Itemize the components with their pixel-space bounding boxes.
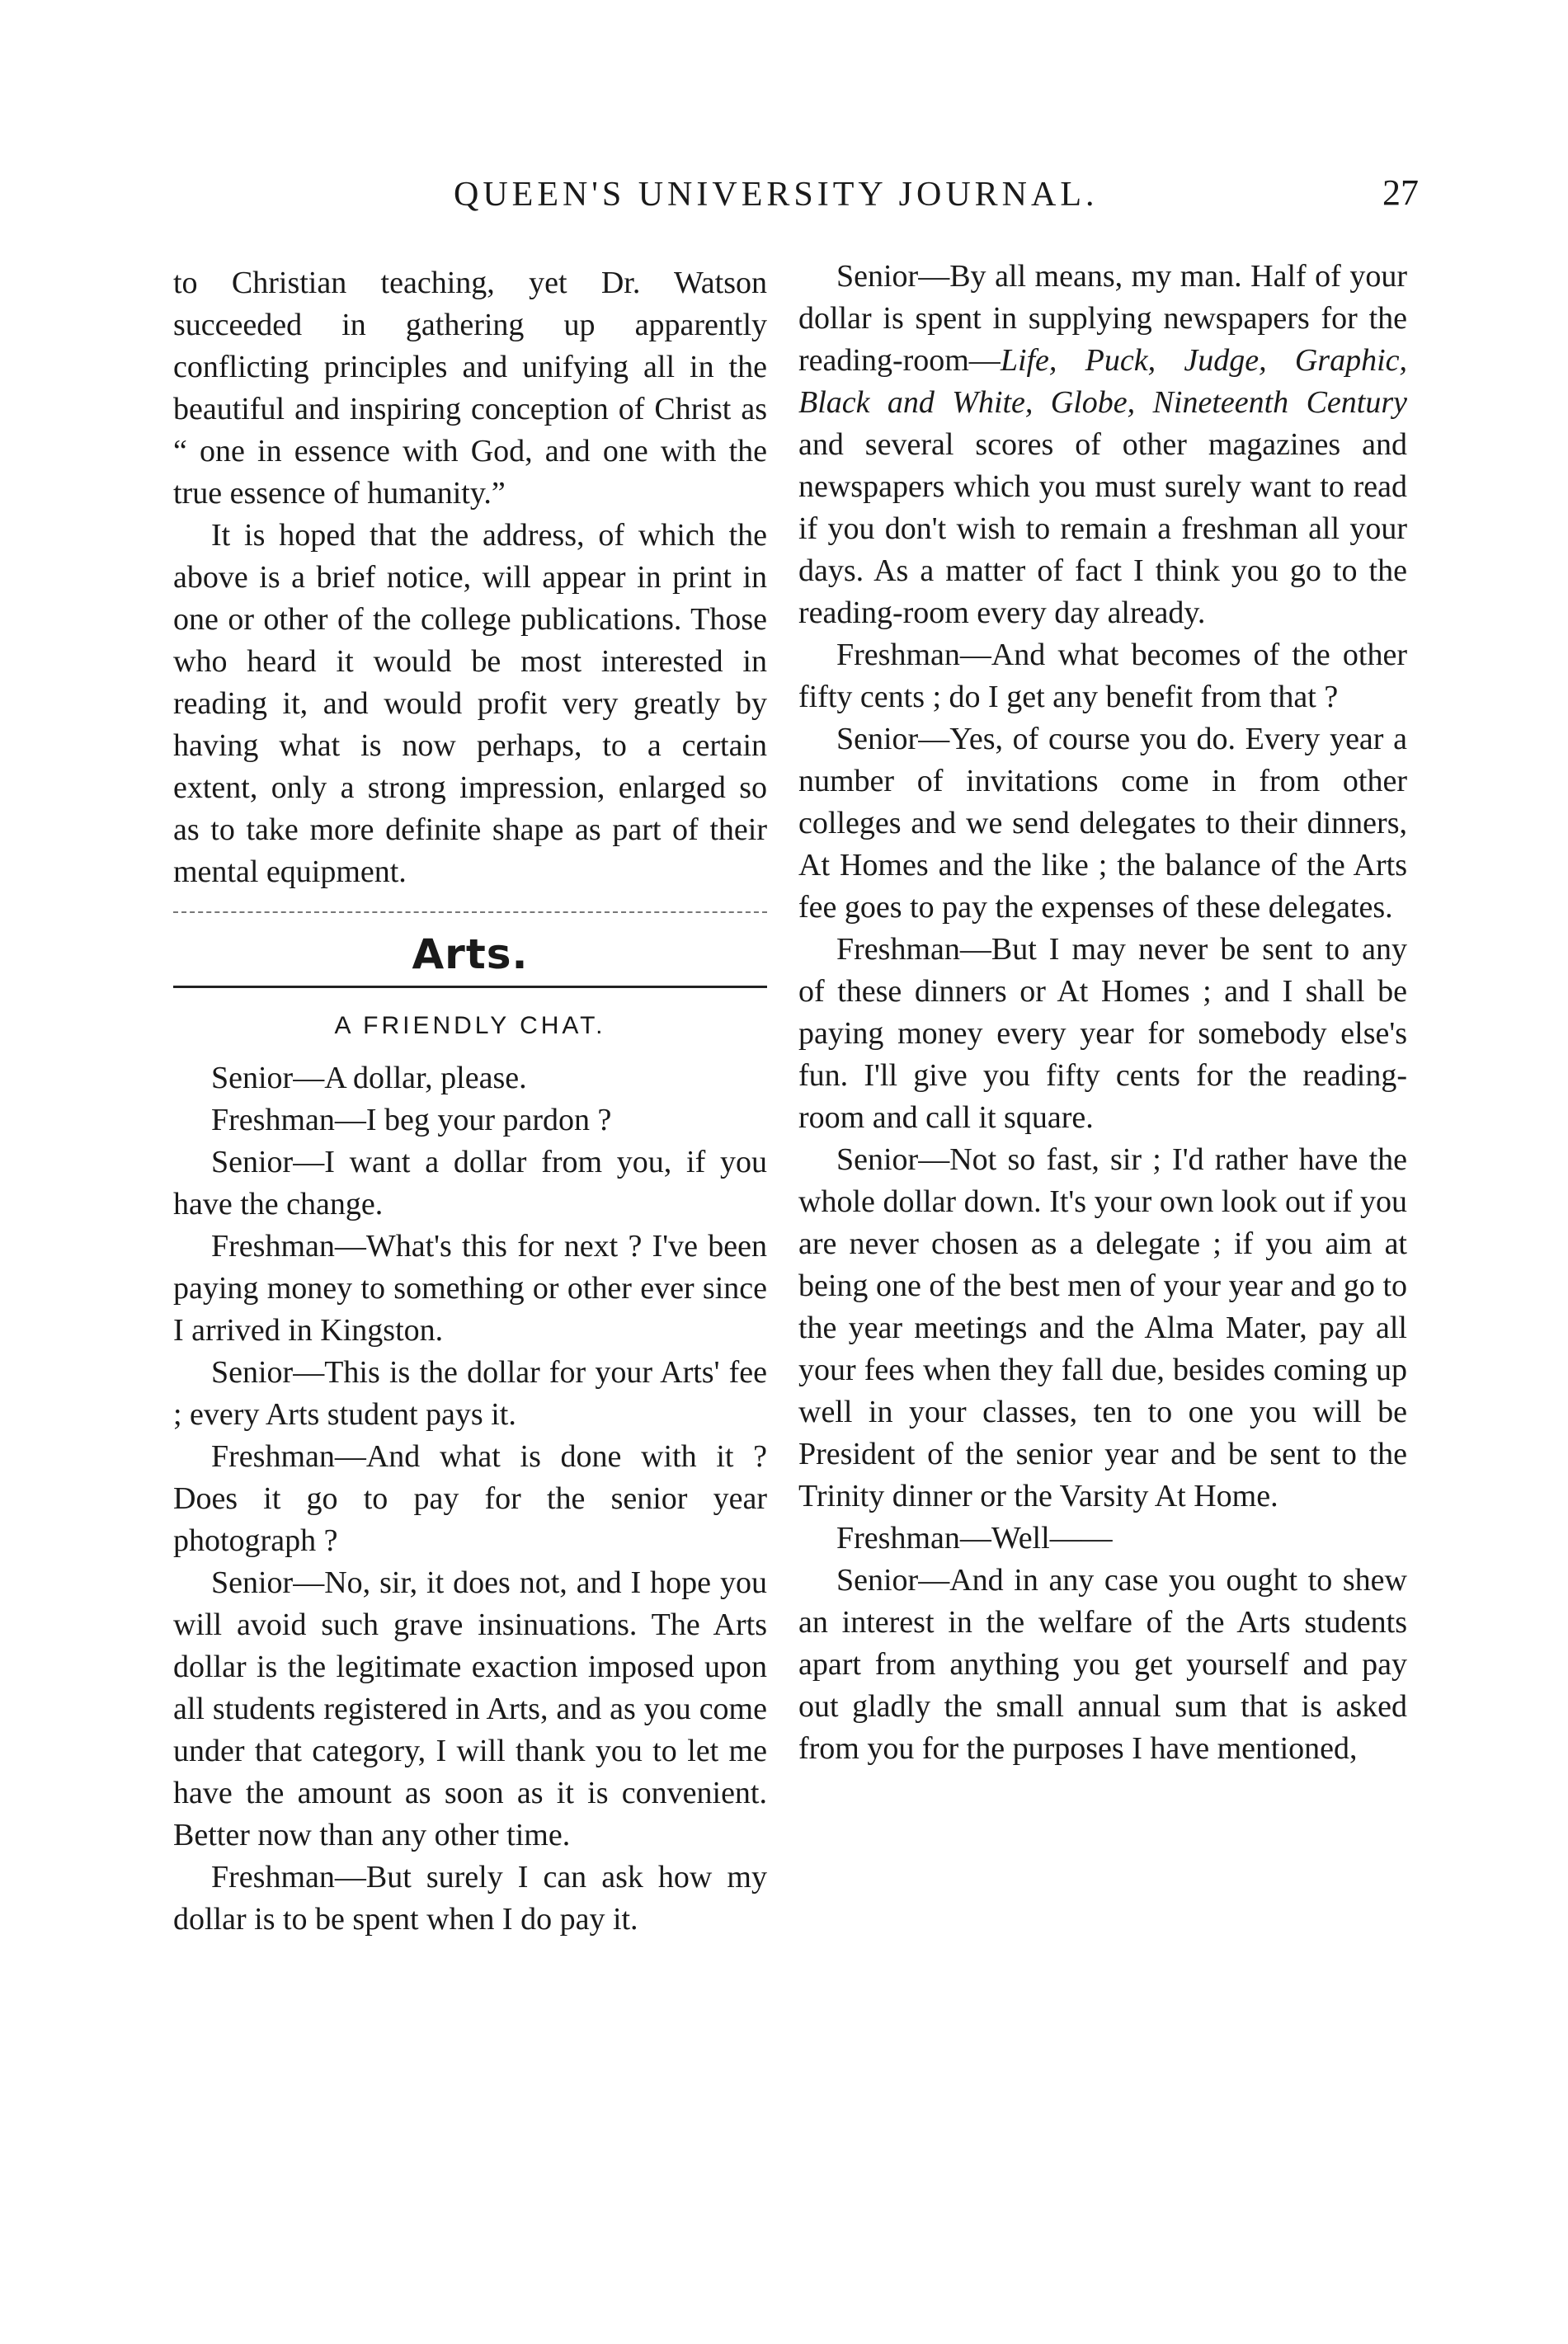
journal-title: QUEEN'S UNIVERSITY JOURNAL. bbox=[454, 176, 1099, 214]
publication-list: Life, Puck, Judge, Graphic, Black and White, Globe, Nineteenth Century bbox=[798, 343, 1407, 420]
article-title: A FRIENDLY CHAT. bbox=[334, 1012, 606, 1039]
dialogue-line: Freshman—What's this for next ? I've been paying money to something or other ever since I arrived in Kingston. bbox=[173, 1229, 767, 1348]
dialogue-line: Senior—A dollar, please. bbox=[211, 1061, 527, 1095]
dialogue-line: Senior—Yes, of course you do. Every year a number of invitations come in from other colleges and we send delegates to their dinners, At Homes and the like ; the balance of the Arts fee goes to pay the expenses of these delegates. bbox=[798, 722, 1407, 925]
dialogue-line: Freshman—Well—— bbox=[836, 1521, 1113, 1556]
page-number: 27 bbox=[1382, 172, 1419, 213]
dialogue-line: Senior—Not so fast, sir ; I'd rather have the whole dollar down. It's your own look out if you are never chosen as a delegate ; if you aim at being one of the best men of your year and go to the year meetings and the Alma Mater, pay all your fees when they fall due, besides coming up well in your classes, ten to one you will be President of the senior year and be sent to the Trinity dinner or the Varsity At Home. bbox=[798, 1142, 1407, 1513]
dialogue-line-senior-reading-room bbox=[798, 256, 1407, 634]
dialogue-line: Senior—No, sir, it does not, and I hope you will avoid such grave insinuations. The Arts dollar is the legitimate exaction imposed upon all students registered in Arts, and as you come under that category, I will thank you to let me have the amount as soon as it is convenient. Better now than any other time. bbox=[173, 1565, 767, 1852]
dialogue-line: Freshman—But I may never be sent to any of these dinners or At Homes ; and I shall be paying money every year for somebody else's fun. I'll give you fifty cents for the reading-room and call it square. bbox=[798, 932, 1407, 1135]
dialogue-line: Freshman—And what becomes of the other fifty cents ; do I get any benefit from that ? bbox=[798, 638, 1407, 714]
section-heading: Arts. bbox=[412, 930, 529, 978]
right-column bbox=[798, 256, 1407, 1770]
running-head bbox=[165, 165, 1419, 223]
dialogue-line: Senior—And in any case you ought to shew an interest in the welfare of the Arts students apart from anything you get yourself and pay out gladly the small annual sum that is asked from you for the purposes I have mentioned, bbox=[798, 1563, 1407, 1766]
left-column bbox=[173, 262, 767, 1941]
senior-text-a: Senior—By all means, my man. Half of your dollar is spent in supplying newspapers for the reading-room— bbox=[798, 259, 1407, 378]
dialogue-line: Freshman—I beg your pardon ? bbox=[211, 1103, 612, 1137]
paragraph-address-notice: It is hoped that the address, of which the above is a brief notice, will appear in print in one or other of the college publications. Those who heard it would be most interested in reading it, and would profit very greatly by having what is now perhaps, to a certain extent, only a strong impression, enlarged so as to take more definite shape as part of their mental equipment. bbox=[173, 518, 767, 889]
section-rule bbox=[173, 986, 767, 988]
senior-text-b: and several scores of other magazines and newspapers which you must surely want to read if you don't wish to remain a freshman all your days. As a matter of fact I think you go to the reading-room every day already. bbox=[798, 427, 1407, 630]
dialogue-line: Senior—This is the dollar for your Arts' fee ; every Arts student pays it. bbox=[173, 1355, 767, 1432]
dialogue-line: Freshman—And what is done with it ? Does it go to pay for the senior year photograph ? bbox=[173, 1439, 767, 1558]
dotted-divider bbox=[173, 911, 767, 913]
dialogue-line: Senior—I want a dollar from you, if you have the change. bbox=[173, 1145, 767, 1221]
paragraph-continued: to Christian teaching, yet Dr. Watson succeeded in gathering up apparently conflicting principles and unifying all in the beautiful and inspiring conception of Christ as “ one in essence with God, and one with the true essence of humanity.” bbox=[173, 266, 767, 511]
dialogue-line: Freshman—But surely I can ask how my dollar is to be spent when I do pay it. bbox=[173, 1860, 767, 1937]
